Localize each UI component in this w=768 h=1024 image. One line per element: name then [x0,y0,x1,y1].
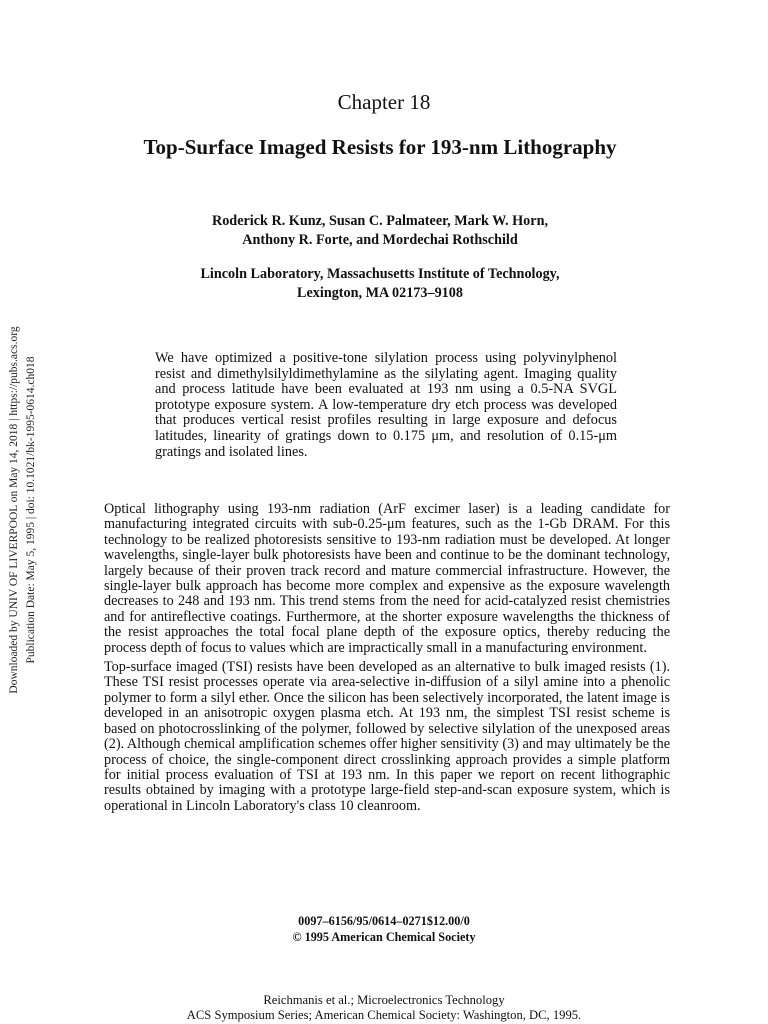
citation-footer [0,993,768,1023]
download-notice-line1: Downloaded by UNIV OF LIVERPOOL on May 14, 2018 | https://pubs.acs.org [8,326,20,694]
affiliation-line-1: Lincoln Laboratory, Massachusetts Institute of Technology, [200,266,560,282]
authors-line-2: Anthony R. Forte, and Mordechai Rothschild [242,232,518,248]
authors-line-1: Roderick R. Kunz, Susan C. Palmateer, Mark W. Horn, [211,213,549,229]
affiliation-line-2: Lexington, MA 02173–9108 [297,285,463,301]
chapter-number: Chapter 18 [337,90,431,114]
chapter-title: Top-Surface Imaged Resists for 193-nm Lithography [143,135,617,159]
abstract: We have optimized a positive-tone silylation process using polyvinylphenol resist and dimethylsilyldimethylamine as the silylating agent. Imaging quality and process latitude have been evaluated at 193 nm using a 0.5-NA SVGL prototype exposure system. A low-temperature dry etch process was developed that produces vertical resist profiles resulting in large exposure and defocus latitudes, linearity of gratings down to 0.175 μm, and resolution of 0.15-μm gratings and isolated lines. [155,350,617,460]
footer-line-2: ACS Symposium Series; American Chemical Society: Washington, DC, 1995. [186,1008,582,1022]
affiliation [80,265,680,303]
copyright-notice: © 1995 American Chemical Society [292,930,476,944]
footer-line-1: Reichmanis et al.; Microelectronics Technology [263,993,505,1007]
publication-date-line: Publication Date: May 5, 1995 | doi: 10.1021/bk-1995-0614.ch018 [25,356,37,664]
body-paragraph-1: Optical lithography using 193-nm radiation (ArF excimer laser) is a leading candidate for manufacturing integrated circuits with sub-0.25-μm features, such as the 1-Gb DRAM. For this technology to be realized photoresists sensitive to 193-nm radiation must be developed. At longer wavelengths, single-layer bulk photoresists have been and continue to be the dominant technology, largely because of their proven track record and mature commercial infrastructure. However, the single-layer bulk approach has become more complex and expensive as the exposure wavelength decreases to 248 and 193 nm. This trend stems from the need for acid-catalyzed resist chemistries and for antireflective coatings. Furthermore, at the shorter exposure wavelengths the thickness of the resist approaches the total focal plane depth of the exposure optics, thereby reducing the process depth of focus to values which are impractically small in a manufacturing environment. [104,501,670,656]
body-text [104,502,670,818]
copyright-block [0,913,768,945]
body-paragraph-2: Top-surface imaged (TSI) resists have been developed as an alternative to bulk imaged resists (1). These TSI resist processes operate via area-selective in-diffusion of a silyl amine into a phenolic polymer to form a silyl ether. Once the silicon has been selectively incorporated, the latent image is developed in an anisotropic oxygen plasma etch. At 193 nm, the simplest TSI resist scheme is based on photocrosslinking of the polymer, followed by selective silylation of the unexposed areas (2). Although chemical amplification schemes offer higher sensitivity (3) and may ultimately be the process of choice, the single-component direct crosslinking approach provides a simple platform for initial process evaluation of TSI at 193 nm. In this paper we report on recent lithographic results obtained by imaging with a prototype large-field step-and-scan exposure system, which is operational in Lincoln Laboratory's class 10 cleanroom. [104,659,670,814]
author-list [80,212,680,250]
issn-code: 0097–6156/95/0614–0271$12.00/0 [298,914,470,928]
download-notice [2,300,42,720]
